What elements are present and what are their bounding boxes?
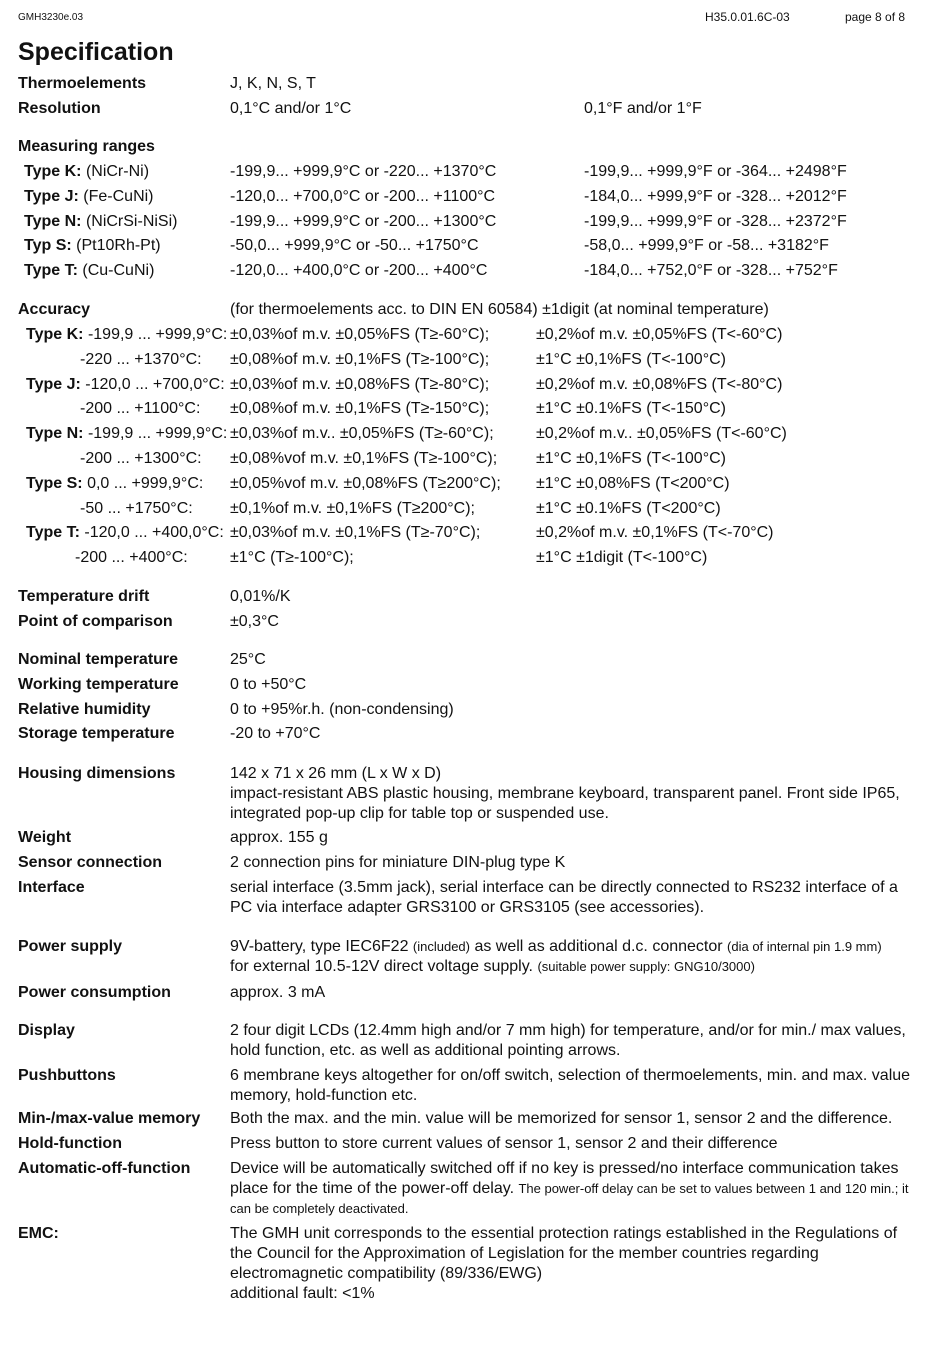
accuracy-low: ±0,2%of m.v. ±0,08%FS (T<-80°C) xyxy=(536,376,783,393)
thermo-material: (Pt10Rh-Pt) xyxy=(76,237,161,254)
power-supply-battery: 9V-battery, type IEC6F22 xyxy=(230,938,413,955)
accuracy-high: ±0,03%of m.v. ±0,08%FS (T≥-80°C); xyxy=(230,376,490,393)
temp-drift-label: Temperature drift xyxy=(18,588,150,605)
accuracy-row xyxy=(0,547,950,569)
accuracy-low: ±1°C ±0.1%FS (T<-150°C) xyxy=(536,400,726,417)
hold-value: Press button to store current values of sensor 1, sensor 2 and their difference xyxy=(230,1135,778,1152)
accuracy-range: -199,9 ... +999,9°C: xyxy=(87,425,228,442)
measuring-row xyxy=(0,235,950,257)
comparison-row xyxy=(0,611,950,633)
sensor-value: 2 connection pins for miniature DIN-plug type K xyxy=(230,854,566,871)
nominal-temp-label: Nominal temperature xyxy=(18,651,179,668)
range-celsius: -199,9... +999,9°C or -220... +1370°C xyxy=(230,163,497,180)
power-consumption-label: Power consumption xyxy=(18,984,171,1001)
doc-code: GMH3230e.03 xyxy=(18,12,84,23)
range-celsius: -50,0... +999,9°C or -50... +1750°C xyxy=(230,237,479,254)
power-supply-external: for external 10.5-12V direct voltage supply. xyxy=(230,958,538,975)
thermo-type: Typ S: xyxy=(24,237,72,254)
accuracy-high: ±0,03%of m.v. ±0,1%FS (T≥-70°C); xyxy=(230,524,481,541)
thermoelements-label: Thermoelements xyxy=(18,75,147,92)
thermoelements-value: J, K, N, S, T xyxy=(230,75,316,92)
weight-label: Weight xyxy=(18,829,72,846)
display-label: Display xyxy=(18,1022,75,1039)
accuracy-heading-row xyxy=(0,299,950,321)
accuracy-row xyxy=(0,522,950,544)
measuring-row xyxy=(0,211,950,233)
interface-label: Interface xyxy=(18,879,85,896)
accuracy-row xyxy=(0,324,950,346)
power-supply-recommended: (suitable power supply: GNG10/3000) xyxy=(537,959,755,974)
accuracy-range: -120,0 ... +400,0°C: xyxy=(84,524,224,541)
accuracy-range: -220 ... +1370°C: xyxy=(80,351,202,368)
accuracy-high: ±0,08%of m.v. ±0,1%FS (T≥-150°C); xyxy=(230,400,490,417)
minmax-row xyxy=(0,1108,950,1130)
range-celsius: -120,0... +700,0°C or -200... +1100°C xyxy=(230,188,496,205)
interface-value: serial interface (3.5mm jack), serial interface can be directly connected to RS232 interface of a PC via interface adapter GRS3100 or GRS3105 (see accessories). xyxy=(230,879,898,916)
comparison-value: ±0,3°C xyxy=(230,613,279,630)
range-fahrenheit: -184,0... +752,0°F or -328... +752°F xyxy=(584,262,838,279)
sensor-label: Sensor connection xyxy=(18,854,163,871)
range-celsius: -199,9... +999,9°C or -200... +1300°C xyxy=(230,213,497,230)
thermo-material: (NiCr-Ni) xyxy=(85,163,150,180)
accuracy-high: ±0,08%vof m.v. ±0,1%FS (T≥-100°C); xyxy=(230,450,498,467)
accuracy-range: -200 ... +1300°C: xyxy=(80,450,202,467)
humidity-row xyxy=(0,699,950,721)
accuracy-high: ±0,08%of m.v. ±0,1%FS (T≥-100°C); xyxy=(230,351,490,368)
accuracy-row xyxy=(0,398,950,420)
accuracy-type: Type J: xyxy=(26,376,81,393)
accuracy-low: ±0,2%of m.v. ±0,1%FS (T<-70°C) xyxy=(536,524,774,541)
working-temp-row xyxy=(0,674,950,696)
pushbuttons-value: 6 membrane keys altogether for on/off switch, selection of thermoelements, min. and max. value memory, hold-function etc. xyxy=(230,1067,911,1104)
accuracy-row xyxy=(0,374,950,396)
range-fahrenheit: -58,0... +999,9°F or -58... +3182°F xyxy=(584,237,829,254)
doc-ref: H35.0.01.6C-03 xyxy=(705,10,790,24)
measuring-row xyxy=(0,186,950,208)
housing-description: impact-resistant ABS plastic housing, membrane keyboard, transparent panel. Front side IP65, integrated pop-up clip for table top or suspended use. xyxy=(230,785,900,822)
auto-off-note: The power-off delay can be set to values between 1 and 120 min.; it can be completely deactivated. xyxy=(230,1181,909,1216)
auto-off-text xyxy=(230,1159,920,1219)
measuring-row xyxy=(0,161,950,183)
accuracy-high: ±0,03%of m.v. ±0,05%FS (T≥-60°C); xyxy=(230,326,490,343)
storage-temp-row xyxy=(0,723,950,745)
power-supply-text xyxy=(230,937,920,977)
working-temp-label: Working temperature xyxy=(18,676,179,693)
resolution-fahrenheit: 0,1°F and/or 1°F xyxy=(584,100,702,117)
accuracy-low: ±1°C ±0,08%FS (T<200°C) xyxy=(536,475,730,492)
accuracy-row xyxy=(0,448,950,470)
accuracy-row xyxy=(0,473,950,495)
thermo-material: (Cu-CuNi) xyxy=(82,262,155,279)
working-temp-value: 0 to +50°C xyxy=(230,676,307,693)
accuracy-type: Type S: xyxy=(26,475,83,492)
accuracy-range: 0,0 ... +999,9°C: xyxy=(87,475,204,492)
auto-off-value: Device will be automatically switched off if no key is pressed/no interface communication takes place for the time of the power-off delay. xyxy=(230,1160,899,1197)
power-consumption-value: approx. 3 mA xyxy=(230,984,326,1001)
accuracy-range: -120,0 ... +700,0°C: xyxy=(85,376,225,393)
accuracy-row xyxy=(0,498,950,520)
resolution-row xyxy=(0,98,950,120)
storage-temp-label: Storage temperature xyxy=(18,725,175,742)
thermo-type: Type N: xyxy=(24,213,82,230)
range-fahrenheit: -199,9... +999,9°F or -364... +2498°F xyxy=(584,163,847,180)
power-consumption-row xyxy=(0,982,950,1004)
comparison-label: Point of comparison xyxy=(18,613,173,630)
sensor-row xyxy=(0,852,950,874)
emc-extra: additional fault: <1% xyxy=(230,1285,375,1302)
weight-value: approx. 155 g xyxy=(230,829,328,846)
minmax-label: Min-/max-value memory xyxy=(18,1110,201,1127)
accuracy-low: ±1°C ±0,1%FS (T<-100°C) xyxy=(536,351,726,368)
hold-label: Hold-function xyxy=(18,1135,122,1152)
power-supply-label: Power supply xyxy=(18,938,123,955)
resolution-label: Resolution xyxy=(18,100,101,117)
hold-row xyxy=(0,1133,950,1155)
emc-label: EMC: xyxy=(18,1225,59,1242)
thermo-type: Type T: xyxy=(24,262,78,279)
housing-label: Housing dimensions xyxy=(18,765,176,782)
emc-value: The GMH unit corresponds to the essential protection ratings established in the Regulations of the Council for the Approximation of Legislation for the member countries regarding electromagnetic compatibility (89/336/EWG) xyxy=(230,1225,898,1282)
accuracy-high: ±1°C (T≥-100°C); xyxy=(230,549,354,566)
accuracy-low: ±1°C ±0,1%FS (T<-100°C) xyxy=(536,450,726,467)
accuracy-type: Type T: xyxy=(26,524,80,541)
accuracy-range: -199,9 ... +999,9°C: xyxy=(87,326,228,343)
thermo-type: Type K: xyxy=(24,163,82,180)
weight-row xyxy=(0,827,950,849)
pushbuttons-label: Pushbuttons xyxy=(18,1067,116,1084)
power-supply-pin: (dia of internal pin 1.9 mm) xyxy=(727,939,882,954)
power-supply-included: (included) xyxy=(412,939,470,954)
measuring-row xyxy=(0,260,950,282)
range-celsius: -120,0... +400,0°C or -200... +400°C xyxy=(230,262,488,279)
accuracy-row xyxy=(0,349,950,371)
accuracy-type: Type K: xyxy=(26,326,84,343)
accuracy-range: -200 ... +1100°C: xyxy=(80,400,201,417)
auto-off-label: Automatic-off-function xyxy=(18,1160,191,1177)
accuracy-low: ±0,2%of m.v. ±0,05%FS (T<-60°C) xyxy=(536,326,783,343)
accuracy-range: -50 ... +1750°C: xyxy=(80,500,193,517)
page-title: Specification xyxy=(18,38,174,66)
nominal-temp-row xyxy=(0,649,950,671)
accuracy-high: ±0,1%of m.v. ±0,1%FS (T≥200°C); xyxy=(230,500,475,517)
resolution-celsius: 0,1°C and/or 1°C xyxy=(230,100,352,117)
thermo-material: (Fe-CuNi) xyxy=(83,188,154,205)
minmax-value: Both the max. and the min. value will be memorized for sensor 1, sensor 2 and the difference. xyxy=(230,1110,893,1127)
emc-text xyxy=(230,1224,920,1304)
accuracy-low: ±1°C ±0.1%FS (T<200°C) xyxy=(536,500,721,517)
temp-drift-value: 0,01%/K xyxy=(230,588,291,605)
page-number: page 8 of 8 xyxy=(845,10,906,24)
accuracy-high: ±0,03%of m.v.. ±0,05%FS (T≥-60°C); xyxy=(230,425,494,442)
storage-temp-value: -20 to +70°C xyxy=(230,725,321,742)
accuracy-range: -200 ... +400°C: xyxy=(75,549,188,566)
measuring-ranges-label: Measuring ranges xyxy=(18,138,155,155)
nominal-temp-value: 25°C xyxy=(230,651,266,668)
accuracy-low: ±0,2%of m.v.. ±0,05%FS (T<-60°C) xyxy=(536,425,787,442)
housing-dimensions: 142 x 71 x 26 mm (L x W x D) xyxy=(230,765,442,782)
thermo-material: (NiCrSi-NiSi) xyxy=(85,213,178,230)
range-fahrenheit: -199,9... +999,9°F or -328... +2372°F xyxy=(584,213,847,230)
power-supply-connector: as well as additional d.c. connector xyxy=(470,938,728,955)
range-fahrenheit: -184,0... +999,9°F or -328... +2012°F xyxy=(584,188,847,205)
humidity-value: 0 to +95%r.h. (non-condensing) xyxy=(230,701,454,718)
temp-drift-row xyxy=(0,586,950,608)
accuracy-high: ±0,05%vof m.v. ±0,08%FS (T≥200°C); xyxy=(230,475,501,492)
display-value: 2 four digit LCDs (12.4mm high and/or 7 mm high) for temperature, and/or for min./ max values, hold function, etc. as well as additional pointing arrows. xyxy=(230,1022,906,1059)
accuracy-label: Accuracy xyxy=(18,301,91,318)
accuracy-row xyxy=(0,423,950,445)
measuring-heading-row xyxy=(0,136,950,158)
accuracy-note: (for thermoelements acc. to DIN EN 60584) ±1digit (at nominal temperature) xyxy=(230,301,769,318)
accuracy-low: ±1°C ±1digit (T<-100°C) xyxy=(536,549,708,566)
thermoelements-row xyxy=(0,73,950,95)
thermo-type: Type J: xyxy=(24,188,79,205)
accuracy-type: Type N: xyxy=(26,425,84,442)
humidity-label: Relative humidity xyxy=(18,701,151,718)
housing-text xyxy=(230,764,920,824)
